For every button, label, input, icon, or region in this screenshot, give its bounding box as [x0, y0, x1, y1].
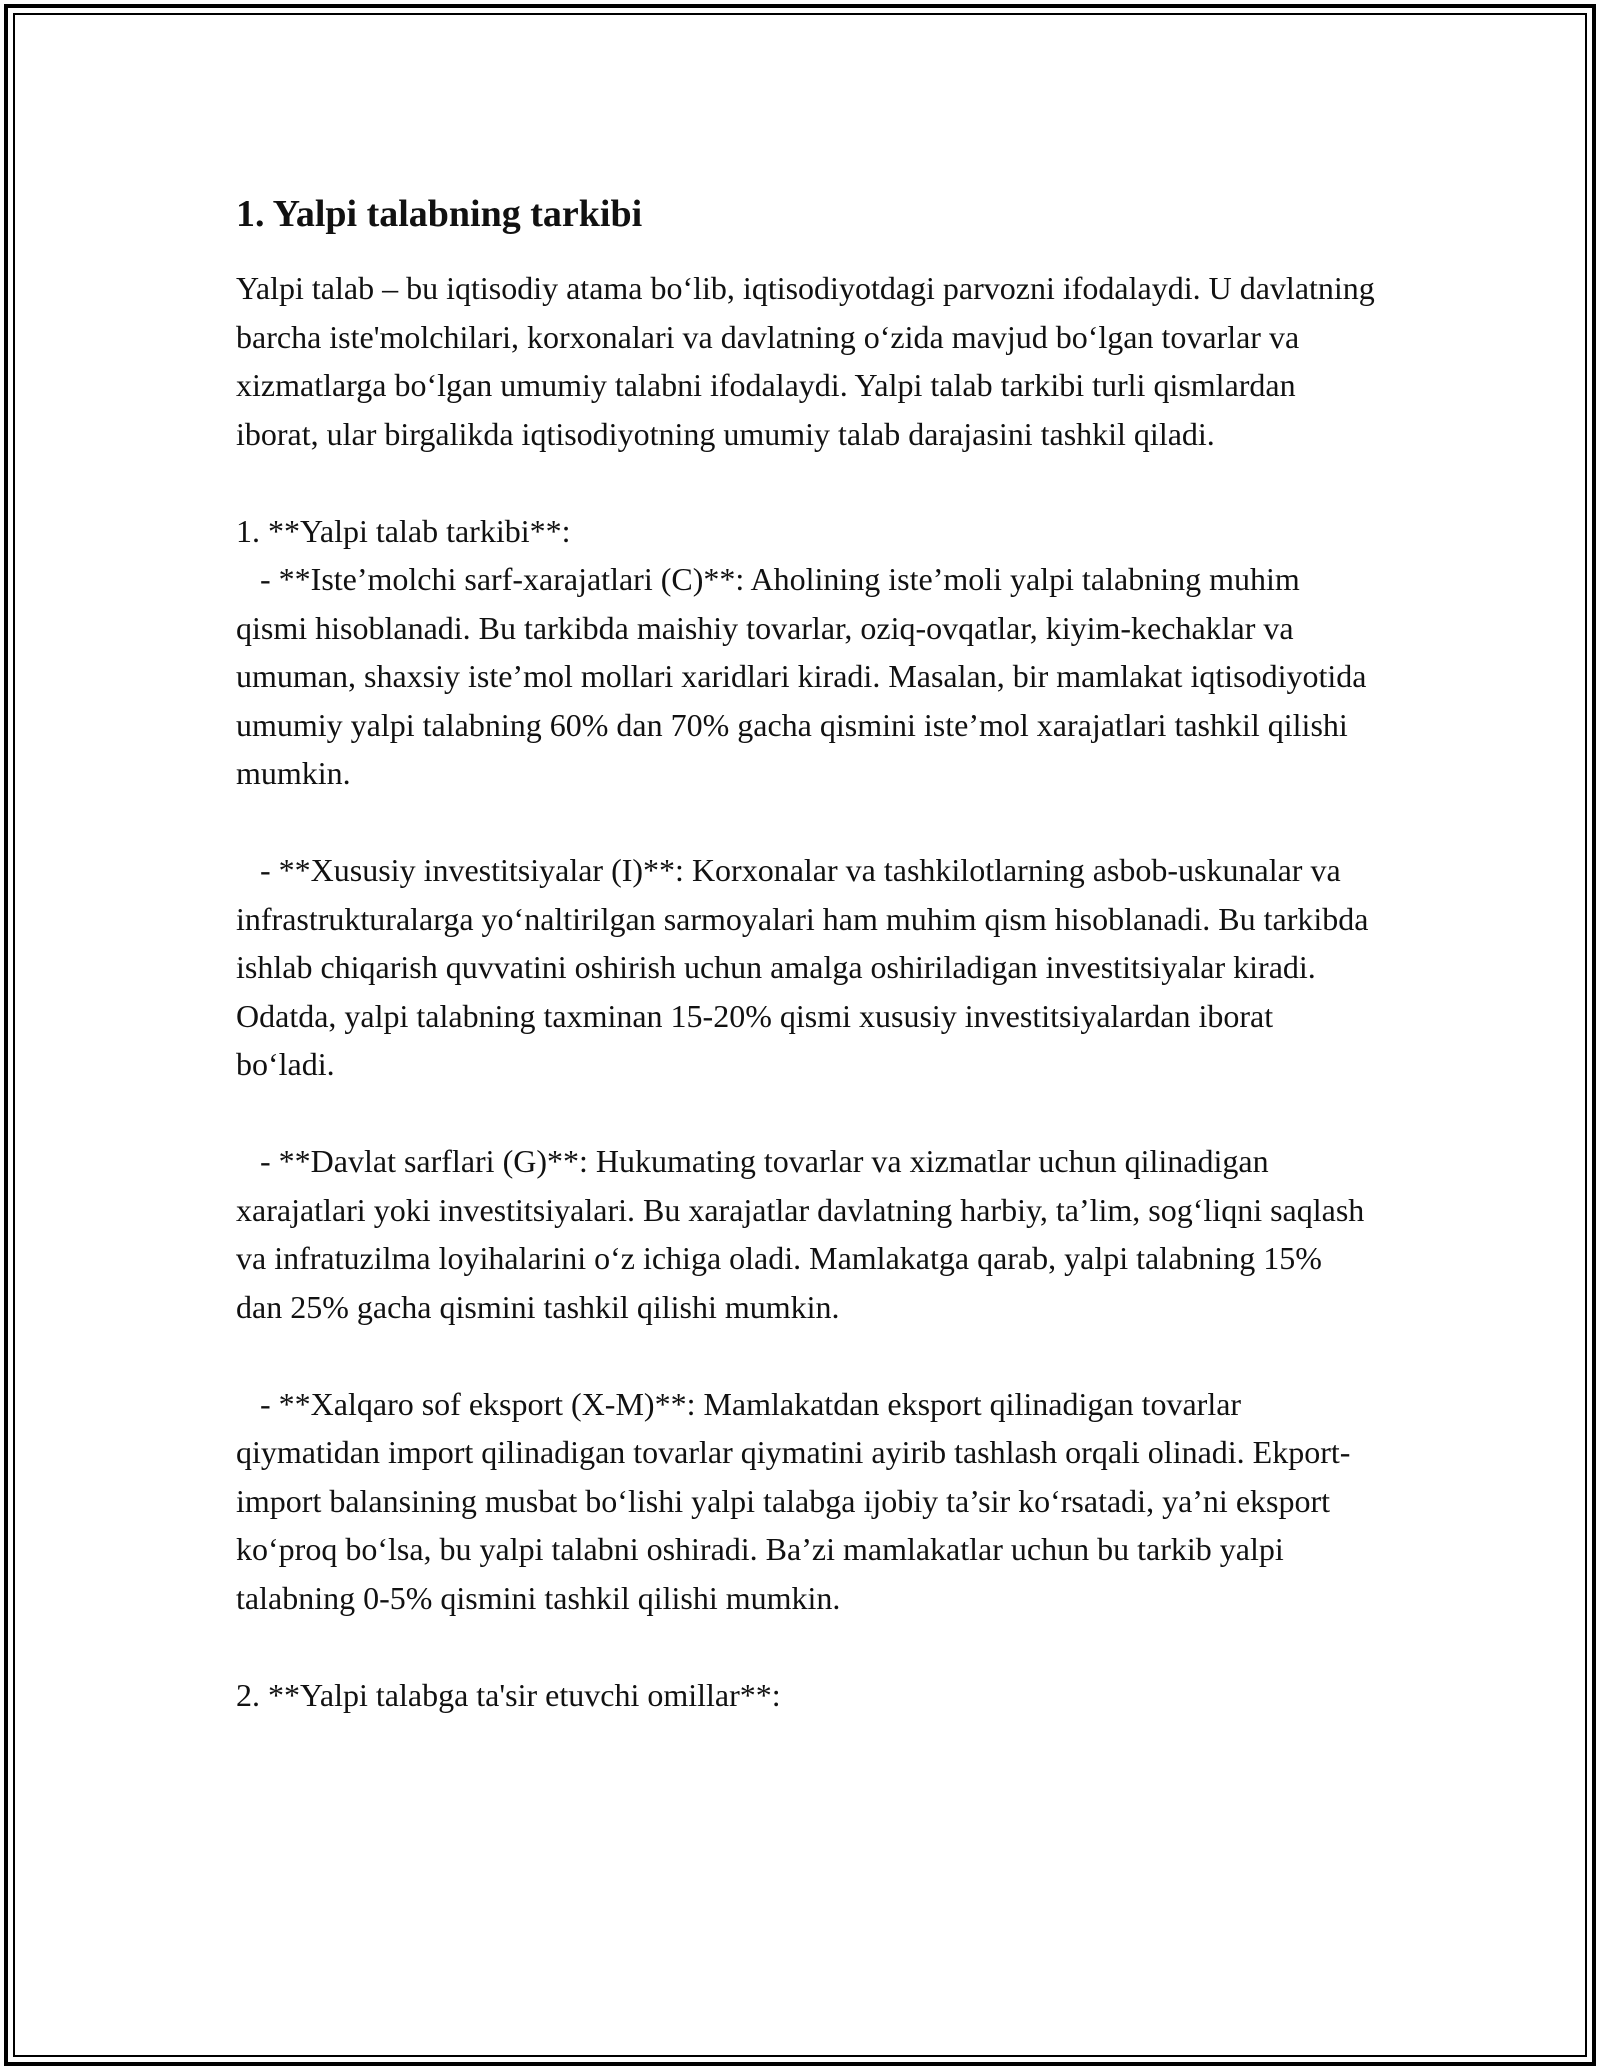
intro-paragraph: Yalpi talab – bu iqtisodiy atama bo‘lib, iqtisodiyotdagi parvozni ifodalaydi. U davlatning barcha iste'molchilari, korxonalari va davlatning o‘zida mavjud bo‘lgan tovarlar va xizmatlarga bo‘lgan umumiy talabni ifodalaydi. Yalpi talab tarkibi turli qismlardan iborat, ular birgalikda iqtisodiyotning umumiy talab darajasini tashkil qiladi. — [236, 270, 1383, 452]
section-heading-composition: 1. **Yalpi talab tarkibi**: — [236, 512, 571, 549]
section-heading-factors: 2. **Yalpi talabga ta'sir etuvchi omillar**: — [236, 1676, 781, 1713]
document-heading: 1. Yalpi talabning tarkibi — [236, 193, 643, 235]
document-body — [236, 190, 1383, 1719]
paragraph-spacer — [236, 458, 1376, 507]
list-item-consumption: - **Iste’molchi sarf-xarajatlari (C)**: Aholining iste’moli yalpi talabning muhim qismi hisoblanadi. Bu tarkibda maishiy tovarlar, oziq-ovqatlar, kiyim-kechaklar va umuman, shaxsiy iste’mol mollari xaridlari kiradi. Masalan, bir mamlakat iqtisodiyotida umumiy yalpi talabning 60% dan 70% gacha qismini iste’mol xarajatlari tashkil qilishi mumkin. — [236, 561, 1375, 791]
paragraph-spacer — [236, 1089, 1376, 1138]
list-item-government: - **Davlat sarflari (G)**: Hukumating tovarlar va xizmatlar uchun qilinadigan xarajatlari yoki investitsiyalari. Bu xarajatlar davlatning harbiy, ta’lim, sog‘liqni saqlash va infratuzilma loyihalarini o‘z ichiga oladi. Mamlakatga qarab, yalpi talabning 15% dan 25% gacha qismini tashkil qilishi mumkin. — [236, 1143, 1373, 1325]
paragraph-spacer — [236, 1331, 1376, 1380]
paragraph-spacer — [236, 1622, 1376, 1671]
list-item-investment: - **Xususiy investitsiyalar (I)**: Korxonalar va tashkilotlarning asbob-uskunalar va infrastrukturalarga yo‘naltirilgan sarmoyalari ham muhim qism hisoblanadi. Bu tarkibda ishlab chiqarish quvvatini oshirish uchun amalga oshiriladigan investitsiyalar kiradi. Odatda, yalpi talabning taxminan 15-20% qismi xususiy investitsiyalardan iborat bo‘ladi. — [236, 852, 1377, 1082]
list-item-net-exports: - **Xalqaro sof eksport (X-M)**: Mamlakatdan eksport qilinadigan tovarlar qiymatidan import qilinadigan tovarlar qiymatini ayirib tashlash orqali olinadi. Ekport-import balansining musbat bo‘lishi yalpi talabga ijobiy ta’sir ko‘rsatadi, ya’ni eksport ko‘proq bo‘lsa, bu yalpi talabni oshiradi. Ba’zi mamlakatlar uchun bu tarkib yalpi talabning 0-5% qismini tashkil qilishi mumkin. — [236, 1385, 1351, 1616]
paragraph-spacer — [236, 798, 1376, 847]
